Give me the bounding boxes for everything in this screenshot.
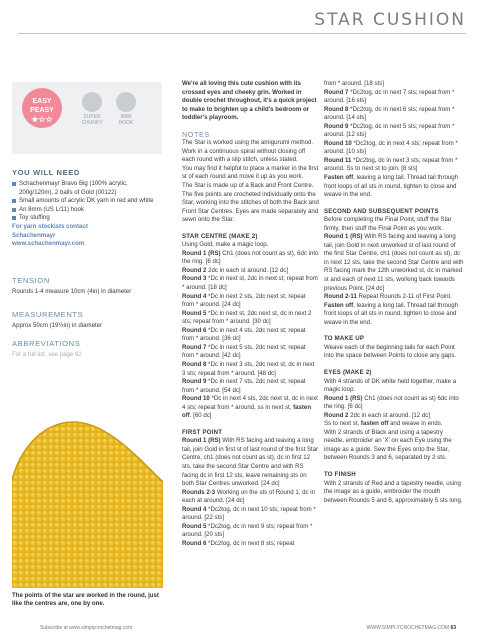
notes-paragraph: The Star is worked using the amigurumi method. Work in a continuous spiral without closing off each round with a slip stitch, unless stated. [182,139,314,164]
tension-heading: TENSION [12,276,50,285]
intro-paragraph: We're all loving this cute cushion with its crossed eyes and cheeky grin. Worked in double crochet throughout, it's a quick project to make to brighten up a child's bedroom or toddler's playroom. [182,80,317,122]
round-instruction: Round 4 *Dc2tog, dc in next 10 sts; repeat from * around. [22 sts] [182,505,316,522]
you-will-need-heading: YOU WILL NEED [12,168,80,177]
round-instruction: Round 2-11 Repeat Rounds 2-11 of First Point. [324,293,452,301]
material-item: Small amounts of acrylic DK yarn in red and white [12,197,162,206]
yarn-weight-label-2: CHUNKY [81,120,103,126]
page-title: STAR CUSHION [314,10,466,30]
eyes-body-text: With 2 strands of Black and using a tapestry needle, embroider an 'X' on each Eye using the image as a guide. Sew the Eyes onto the Star, between Rounds 3 and 6, separated by 2 sts. [324,428,452,462]
fasten-off-text: Fasten off, leaving a long tail. Thread tail through front loops of all sts in round, tighten to close and weave in the end. [324,301,459,326]
instructions-column-1 [182,80,319,548]
second-points-intro: Before completing the Final Point, stuff the Star firmly, then stuff the Final Point as you work. [324,216,452,232]
to-make-up-text: Weave each of the beginning tails for each Point into the space between Points to close any gaps. [324,343,457,360]
footer-site-url: WWW.SIMPLYCROCHETMAG.COM [366,625,450,631]
abbreviations-heading: ABBREVIATIONS [12,339,81,348]
materials-list [12,180,162,249]
difficulty-stars: ★☆☆ [31,115,53,124]
footer-subscribe: Subscribe at www.simplycrochetmag.com [40,625,133,631]
material-item: An 8mm (US L/11) hook [12,206,162,215]
badge-line-1: EASY [32,98,52,105]
hook-size-label-1: 9MM [120,114,132,120]
round-instruction: Round 6 *Dc in next 4 sts, 2dc next st; repeat from * around. [36 dc] [182,326,306,343]
round-instruction: Round 2 2dc in each st around. [12 dc] [182,266,289,274]
hook-size-label-2: HOOK [118,120,134,126]
stockists-link[interactable]: www.schachenmayr.com [12,240,85,248]
yarn-weight-label-1: SUPER [83,114,101,120]
hook-size-icon [116,92,136,112]
page-number: 63 [450,625,456,631]
to-finish-text: With 2 strands of Red and a tapestry needle, using the image as a guide, embroider the mouth between Rounds 5 and 6, approximately 5 sts long. [324,479,463,504]
round-instruction: Round 1 (RS) With RS facing and leaving a long tail, join Gold in next unworked st of last round of the first Star Centre, ch1 (does not count as st), dc in next 12 sts, take the second Star Centre and with RS facing mark the 12th unworked st, dc in marked st and each of next 11 sts, working back towards previous Point. [24 dc] [324,233,464,292]
to-finish-heading: TO FINISH [324,470,356,478]
round-instruction: Round 7 *Dc in next 5 sts, 2dc next st; repeat from * around. [42 dc] [182,343,306,360]
material-item: Schachenmayr Bravo Big (100% acrylic, 200g/120m), 2 balls of Gold (00122) [12,180,162,197]
footer-site [367,625,456,631]
tension-text: Rounds 1-4 measure 10cm (4in) in diameter [12,288,132,295]
to-make-up-heading: TO MAKE UP [324,335,365,343]
round-instruction: Round 8 *Dc2tog, dc in next 6 sts; repeat from * around. [14 sts] [324,105,455,122]
stockists-line-2: Schachenmayr [12,231,56,239]
measurements-text: Approx 50cm (19½in) in diameter [12,322,103,329]
eyes-fasten-text: Ss to next st, fasten off and weave in ends. [324,420,443,428]
stockists-line-1: For yarn stockists contact [12,222,88,230]
round-instruction: Round 5 *Dc2tog, dc in next 9 sts; repeat from * around. [20 sts] [182,522,313,539]
notes-paragraph: The Star is made up of a Back and Front Centre. The five points are crocheted individually onto the Star, working into the stitches of both the Back and Front Star Centres. Eyes are made separately and sewn onto the Star. [182,182,319,224]
yarn-weight-icon [82,92,102,112]
round-instruction: Round 1 (RS) With RS facing and leaving a long tail, join Gold in first st of last round of the first Star Centre, ch1 (does not count as st), dc in first 12 sts, take the second Star Centre and with RS facing dc in first 12 sts, leave remaining sts on both Star Centres unworked. [24 dc] [182,437,319,488]
star-cushion-photo [12,372,163,588]
abbreviations-text: For a full list, see page 92 [12,351,82,358]
round-instruction: Round 2 2dc in each st around. [12 dc] [324,411,431,419]
star-centre-heading: STAR CENTRE (MAKE 2) [182,232,258,240]
instructions-column-2 [324,80,464,505]
round-instruction: Round 5 *Dc in next st, 2dc next st, dc in next 2 sts; repeat from * around. [30 dc] [182,309,312,326]
notes-paragraph: You may find it helpful to place a marker in the first st of each round and move it up as you work. [182,164,319,181]
photo-caption: The points of the star are worked in the round, just like the centres are, one by one. [12,592,159,608]
easy-peasy-badge [22,88,62,128]
round-instruction: Round 11 *Dc2tog, dc in next 3 sts; repeat from * around. Ss to next st to join. [8 sts] [324,156,458,173]
round-instruction: Round 8 *Dc in next 3 sts, 2dc next st, dc in next 3 sts; repeat from * around. [48 dc] [182,360,315,377]
first-point-heading: FIRST POINT [182,428,223,436]
star-centre-intro: Using Gold, make a magic loop. [182,241,269,249]
round-instruction: Round 9 *Dc in next 7 sts, 2dc next st; repeat from * around. [54 dc] [182,378,306,394]
eyes-intro: With 4 strands of DK white held together, make a magic loop. [324,377,457,394]
round-instruction: Round 9 *Dc2tog, dc in next 5 sts; repeat from * around. [12 sts] [324,122,455,139]
round-instruction: Round 7 *Dc2tog, dc in next 7 sts; repeat from * around. [16 sts] [324,88,455,105]
round-instruction: Round 10 *Dc in next 4 sts, 2dc next st, dc in next 4 sts; repeat from * around, ss in next st, fasten off. [60 dc] [182,395,318,420]
round-instruction: Round 10 *Dc2tog, dc in next 4 sts; repeat from * around. [10 sts] [324,139,458,156]
measurements-heading: MEASUREMENTS [12,310,84,319]
round-instruction: Round 6 *Dc2tog, dc in next 8 sts; repeat [182,539,295,547]
round-instruction: Round 1 (RS) Ch1 (does not count as st), 6dc into the ring. [6 dc] [182,249,319,266]
round-instruction: Round 3 *Dc in next st, 2dc in next st; repeat from * around. [18 dc] [182,275,318,292]
round-instruction: Round 4 *Dc in next 2 sts, 2dc next st; repeat from * around. [24 dc] [182,292,306,309]
header-divider [18,33,466,34]
continued-text: from * around. [18 sts] [324,80,384,87]
fasten-off-text: Fasten off, leaving a long tail. Thread tail through front loops of all sts in round, tighten to close and weave in the end. [324,174,459,199]
hook-size-label [106,114,146,126]
eyes-heading: EYES (MAKE 2) [324,368,372,376]
notes-heading: NOTES [182,129,210,139]
badge-line-2: PEASY [30,107,54,114]
second-points-heading: SECOND AND SUBSEQUENT POINTS [324,207,439,215]
round-instruction: Round 1 (RS) Ch1 (does not count as st) 6dc into the ring. [6 dc] [324,394,459,411]
material-item: Toy stuffing [12,214,162,223]
round-instruction: Rounds 2-3 Working on the sts of Round 1, dc in each at around. [24 dc] [182,488,315,505]
